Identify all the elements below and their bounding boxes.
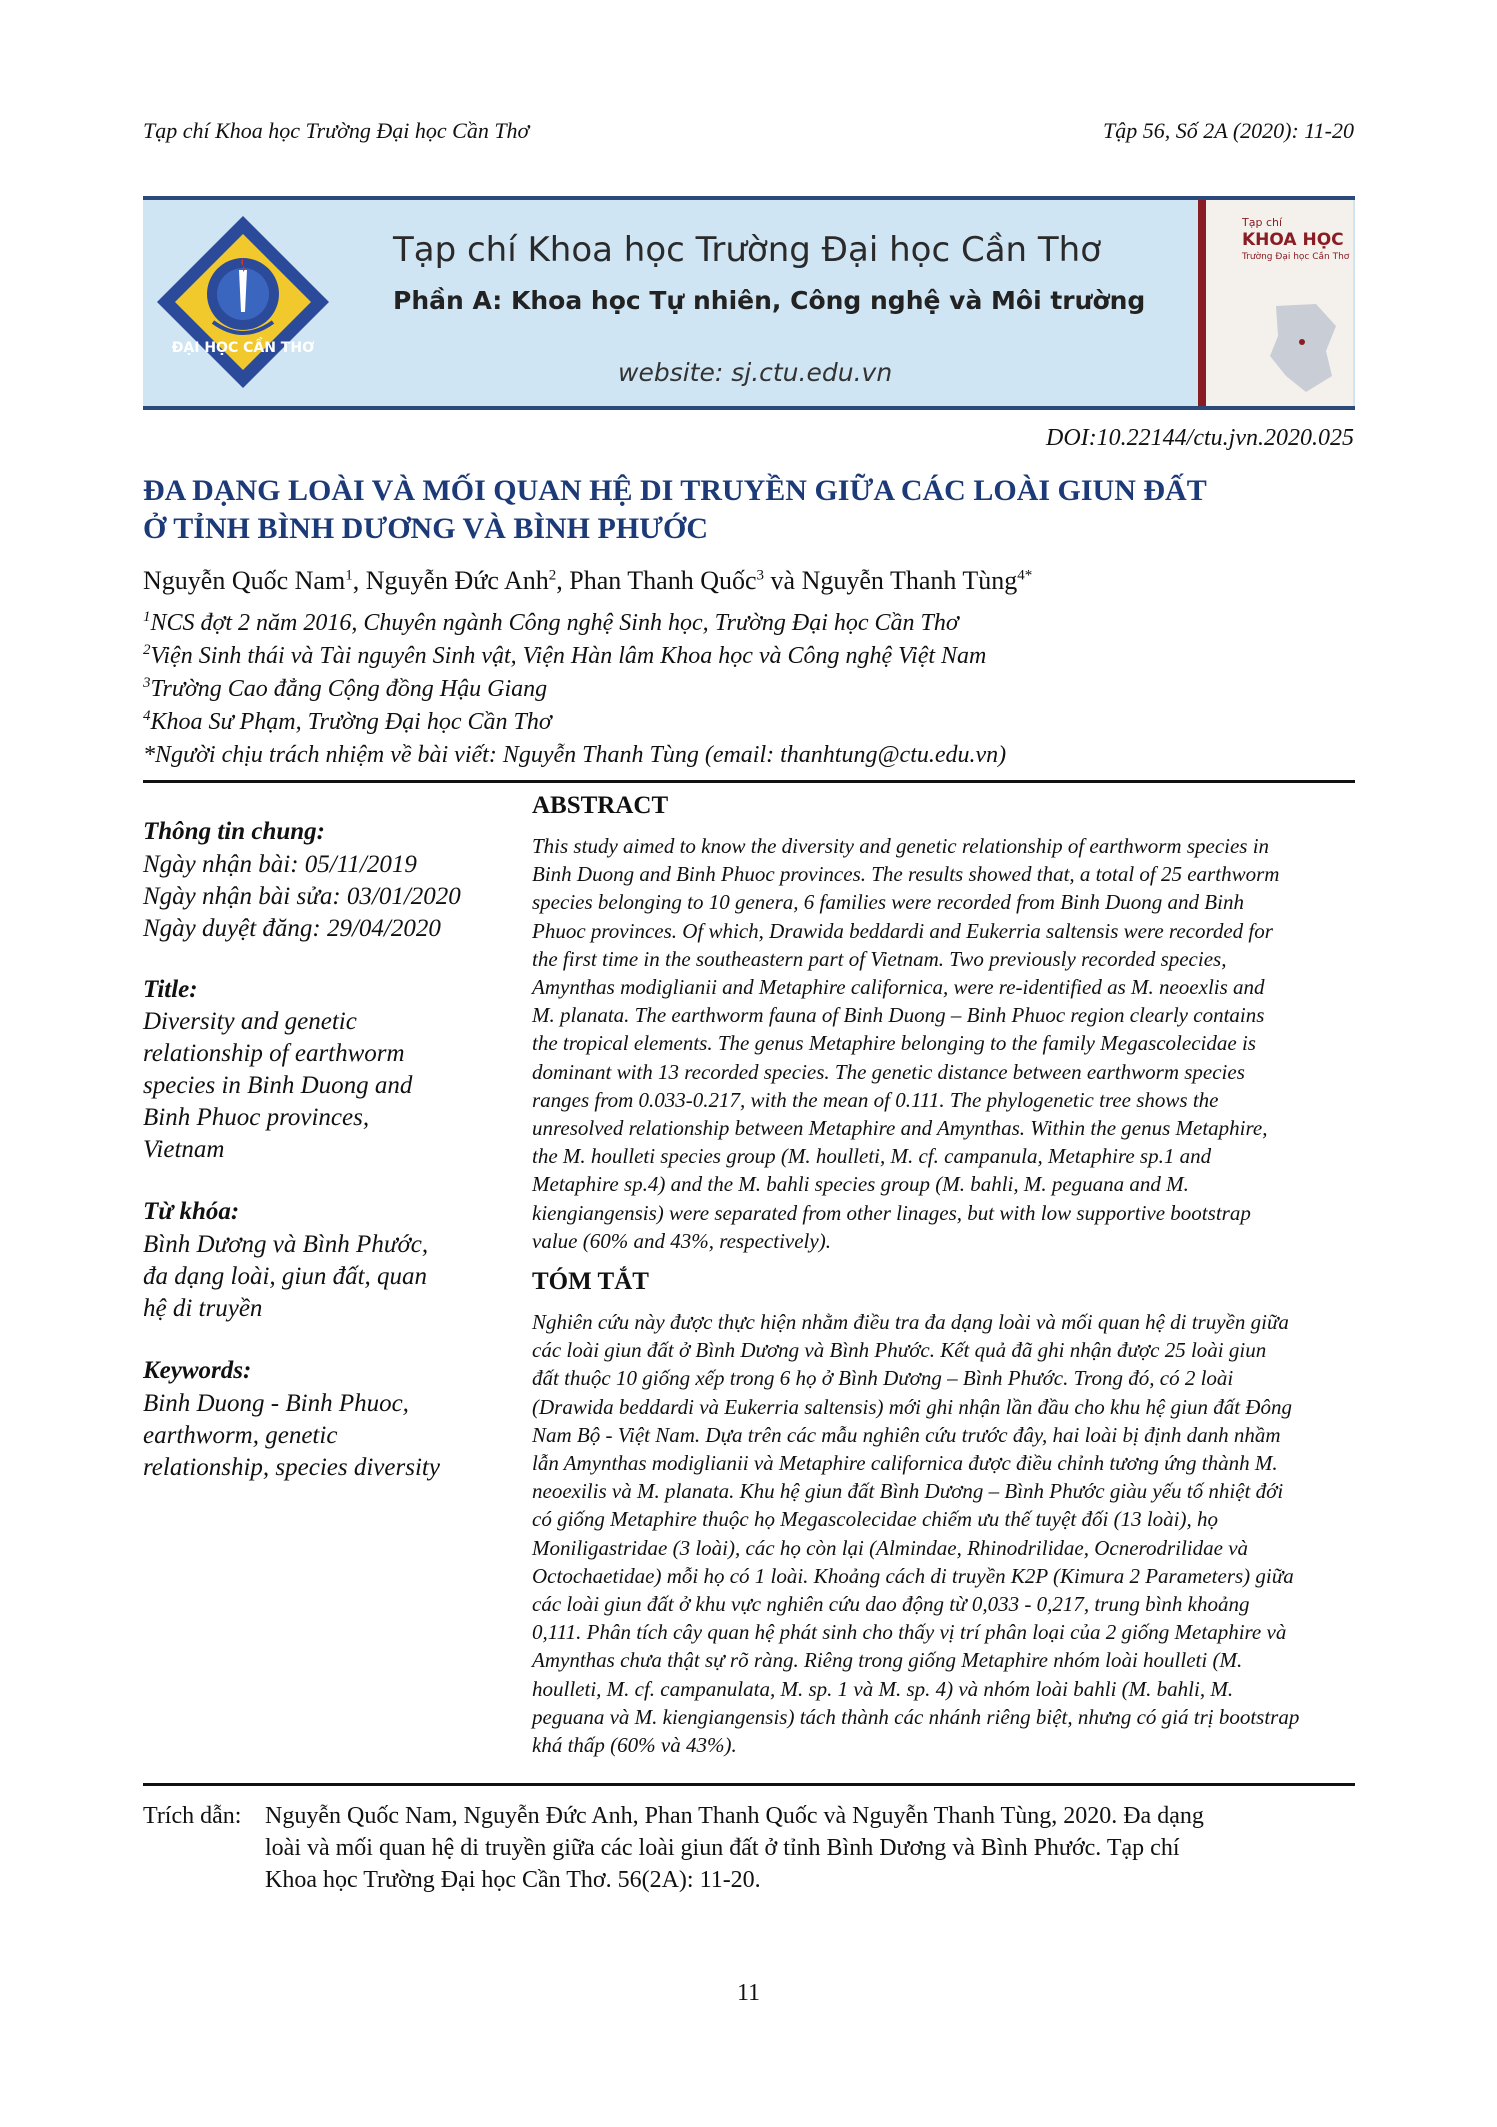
citation: [143, 1800, 1355, 1896]
keywords-vi-line: hệ di truyền: [143, 1295, 263, 1322]
abstract-line: species belonging to 10 genera, 6 families were recorded from Binh Duong and Binh: [532, 890, 1244, 915]
keywords-en-line: Binh Duong - Binh Phuoc,: [143, 1390, 409, 1417]
cover-label-small: Tạp chí: [1242, 216, 1283, 229]
keywords-vi-line: đa dạng loài, giun đất, quan: [143, 1263, 428, 1290]
english-title-heading: Title:: [143, 976, 198, 1003]
affiliation-sup: 2: [143, 642, 151, 658]
tomtat-line: Nam Bộ - Việt Nam. Dựa trên các mẫu nghiên cứu trước đây, hai loài bị định danh nhầm: [532, 1422, 1281, 1447]
abstract-line: the first time in the southeastern part of Vietnam. Two previously recorded species,: [532, 946, 1227, 971]
divider: [143, 1783, 1355, 1786]
doi[interactable]: DOI:10.22144/ctu.jvn.2020.025: [1046, 425, 1354, 451]
abstract-line: M. planata. The earthworm fauna of Binh Duong – Binh Phuoc region clearly contains: [532, 1003, 1265, 1028]
abstract-line: the tropical elements. The genus Metaphire belonging to the family Megascolecidae is: [532, 1031, 1256, 1056]
cover-label-university: Trường Đại học Cần Thơ: [1242, 252, 1350, 262]
tomtat-line: (Drawida beddardi và Eukerria saltensis) mới ghi nhận lần đầu cho khu hệ giun đất Đông: [532, 1394, 1292, 1419]
affiliation-sup: 4: [143, 708, 151, 724]
tomtat-line: peguana và M. kiengiangensis) tách thành các nhánh riêng biệt, nhưng có giá trị bootstrap: [532, 1704, 1300, 1729]
abstract-heading: ABSTRACT: [532, 792, 669, 819]
affiliation: [143, 709, 552, 736]
affiliation-text: Viện Sinh thái và Tài nguyên Sinh vật, Viện Hàn lâm Khoa học và Công nghệ Việt Nam: [150, 643, 987, 669]
abstract-line: ranges from 0.033-0.217, with the mean of 0.111. The phylogenetic tree shows the: [532, 1087, 1219, 1112]
logo-lettering: ĐẠI HỌC CẦN THƠ: [171, 340, 315, 356]
received-date: Ngày nhận bài: 05/11/2019: [143, 851, 417, 878]
tomtat-line: Nghiên cứu này được thực hiện nhằm điều tra đa dạng loài và mối quan hệ di truyền giữa: [532, 1310, 1289, 1334]
english-title-line: Vietnam: [143, 1136, 225, 1163]
affiliation-text: Trường Cao đẳng Cộng đồng Hậu Giang: [150, 676, 548, 702]
author-sup: 4*: [1017, 567, 1033, 584]
divider: [143, 780, 1355, 783]
tomtat-line: các loài giun đất ở khu vực nghiên cứu dao động từ 0,033 - 0,217, trung bình khoảng: [532, 1592, 1250, 1617]
english-title-line: Binh Phuoc provinces,: [143, 1104, 370, 1131]
author-name: Nguyễn Quốc Nam: [143, 566, 346, 595]
affiliation: [143, 643, 986, 670]
affiliation-sup: 1: [143, 609, 151, 625]
tomtat-line: Octochaetidae) mỗi họ có 1 loài. Khoảng cách di truyền K2P (Kimura 2 Parameters) giữa: [532, 1563, 1294, 1588]
affiliation: [143, 676, 547, 703]
tomtat-line: houlleti, M. cf. campanulata, M. sp. 1 và M. sp. 4) và nhóm loài bahli (M. bahli, M.: [532, 1676, 1234, 1701]
tomtat-line: có giống Metaphire thuộc họ Megascolecidae chiếm ưu thế tuyệt đối (13 loài), họ: [532, 1507, 1218, 1532]
author-sup: 3: [756, 567, 765, 584]
affiliation: [143, 610, 959, 637]
article-title: [143, 472, 1358, 548]
keywords-en-heading: Keywords:: [143, 1357, 252, 1384]
general-info-heading: Thông tin chung:: [143, 818, 326, 845]
citation-line: Nguyễn Quốc Nam, Nguyễn Đức Anh, Phan Thanh Quốc và Nguyễn Thanh Tùng, 2020. Đa dạng: [265, 1803, 1204, 1829]
affiliation-text: NCS đợt 2 năm 2016, Chuyên ngành Công nghệ Sinh học, Trường Đại học Cần Thơ: [150, 610, 959, 636]
running-header-journal: Tạp chí Khoa học Trường Đại học Cần Thơ: [143, 118, 530, 143]
cover-map-icon: [1256, 296, 1346, 396]
tomtat-line: các loài giun đất ở Bình Dương và Bình Phước. Kết quả đã ghi nhận được 25 loài giun: [532, 1338, 1267, 1363]
citation-line: loài và mối quan hệ di truyền giữa các loài giun đất ở tỉnh Bình Dương và Bình Phước. Tạp chí: [265, 1835, 1180, 1861]
abstract-line: Metaphire sp.4) and the M. bahli species group (M. bahli, M. peguana and M.: [532, 1172, 1189, 1197]
running-header-issue: Tập 56, Số 2A (2020): 11-20: [1103, 118, 1354, 143]
banner-website[interactable]: website: sj.ctu.edu.vn: [618, 358, 893, 387]
author-sup: 2: [548, 567, 557, 584]
tomtat-line: 0,111. Phân tích cây quan hệ phát sinh cho thấy vị trí phân loại của 2 giống Metaphire và: [532, 1620, 1287, 1645]
abstract-line: Amynthas modiglianii and Metaphire californica, were re-identified as M. neoexlis and: [532, 975, 1265, 1000]
tomtat-body: [532, 1308, 1358, 1759]
english-title-line: Diversity and genetic: [143, 1008, 357, 1035]
abstract-body: [532, 832, 1358, 1255]
abstract-line: kiengiangensis) were separated from other linages, but with low supportive bootstrap: [532, 1200, 1251, 1225]
keywords-en-line: relationship, species diversity: [143, 1454, 440, 1481]
corresponding-author: *Người chịu trách nhiệm về bài viết: Nguyễn Thanh Tùng (email: thanhtung@ctu.edu.vn): [143, 742, 1007, 768]
page-number: 11: [736, 1980, 761, 2006]
banner-title: Tạp chí Khoa học Trường Đại học Cần Thơ: [393, 230, 1102, 270]
affiliation-text: Khoa Sư Phạm, Trường Đại học Cần Thơ: [150, 709, 552, 735]
journal-banner: [143, 196, 1355, 410]
abstract-line: Phuoc provinces. Of which, Drawida beddardi and Eukerria saltensis were recorded for: [532, 918, 1273, 943]
accepted-date: Ngày duyệt đăng: 29/04/2020: [143, 915, 441, 942]
abstract-line: value (60% and 43%, respectively).: [532, 1228, 831, 1253]
keywords-vi-line: Bình Dương và Bình Phước,: [143, 1231, 429, 1258]
citation-label: Trích dẫn:: [143, 1803, 242, 1829]
tomtat-line: Amynthas chưa thật sự rõ ràng. Riêng trong giống Metaphire nhóm loài houlleti (M.: [532, 1648, 1243, 1673]
abstract-line: Binh Duong and Binh Phuoc provinces. The results showed that, a total of 25 earthworm: [532, 862, 1280, 887]
abstract-line: unresolved relationship between Metaphire and Amynthas. Within the genus Metaphire,: [532, 1116, 1268, 1141]
author-separator: ,: [352, 566, 366, 595]
author-list: [143, 566, 1032, 596]
author-separator: ,: [556, 566, 570, 595]
author-separator: và: [764, 566, 802, 595]
abstract-line: This study aimed to know the diversity and genetic relationship of earthworm species in: [532, 834, 1270, 858]
english-title-line: relationship of earthworm: [143, 1040, 405, 1067]
tomtat-line: Moniligastridae (3 loài), các họ còn lại (Almindae, Rhinodrilidae, Ocnerodrilidae và: [532, 1535, 1249, 1560]
author-name: Nguyễn Thanh Tùng: [801, 566, 1018, 595]
keywords-vi-heading: Từ khóa:: [143, 1198, 240, 1225]
abstract-line: the M. houlleti species group (M. houlleti, M. cf. campanula, Metaphire sp.1 and: [532, 1144, 1212, 1169]
revised-date: Ngày nhận bài sửa: 03/01/2020: [143, 883, 461, 910]
banner-subtitle: Phần A: Khoa học Tự nhiên, Công nghệ và Môi trường: [393, 286, 1146, 315]
article-title-line-1: ĐA DẠNG LOÀI VÀ MỐI QUAN HỆ DI TRUYỀN GIỮA CÁC LOÀI GIUN ĐẤT: [143, 474, 1207, 507]
citation-line: Khoa học Trường Đại học Cần Thơ. 56(2A): 11-20.: [265, 1867, 761, 1893]
keywords-en-line: earthworm, genetic: [143, 1422, 338, 1449]
cover-label-big: KHOA HỌC: [1242, 230, 1344, 250]
author-sup: 1: [345, 567, 353, 584]
author-name: Phan Thanh Quốc: [569, 566, 757, 595]
university-logo-icon: [153, 212, 333, 392]
tomtat-line: lẫn Amynthas modiglianii và Metaphire californica được điều chỉnh tương ứng thành M.: [532, 1451, 1278, 1476]
journal-cover-thumbnail: [1198, 200, 1353, 406]
article-title-line-2: Ở TỈNH BÌNH DƯƠNG VÀ BÌNH PHƯỚC: [143, 512, 709, 545]
affiliation-sup: 3: [143, 675, 151, 691]
english-title-line: species in Binh Duong and: [143, 1072, 413, 1099]
tomtat-line: khá thấp (60% và 43%).: [532, 1733, 737, 1758]
tomtat-heading: TÓM TẮT: [532, 1268, 649, 1295]
author-name: Nguyễn Đức Anh: [365, 566, 549, 595]
tomtat-line: đất thuộc 10 giống xếp trong 6 họ ở Bình Dương – Bình Phước. Trong đó, có 2 loài: [532, 1366, 1234, 1391]
abstract-line: dominant with 13 recorded species. The genetic distance between earthworm species: [532, 1059, 1245, 1084]
tomtat-line: neoexilis và M. planata. Khu hệ giun đất Bình Dương – Bình Phước giàu yếu tố nhiệt đới: [532, 1479, 1284, 1504]
